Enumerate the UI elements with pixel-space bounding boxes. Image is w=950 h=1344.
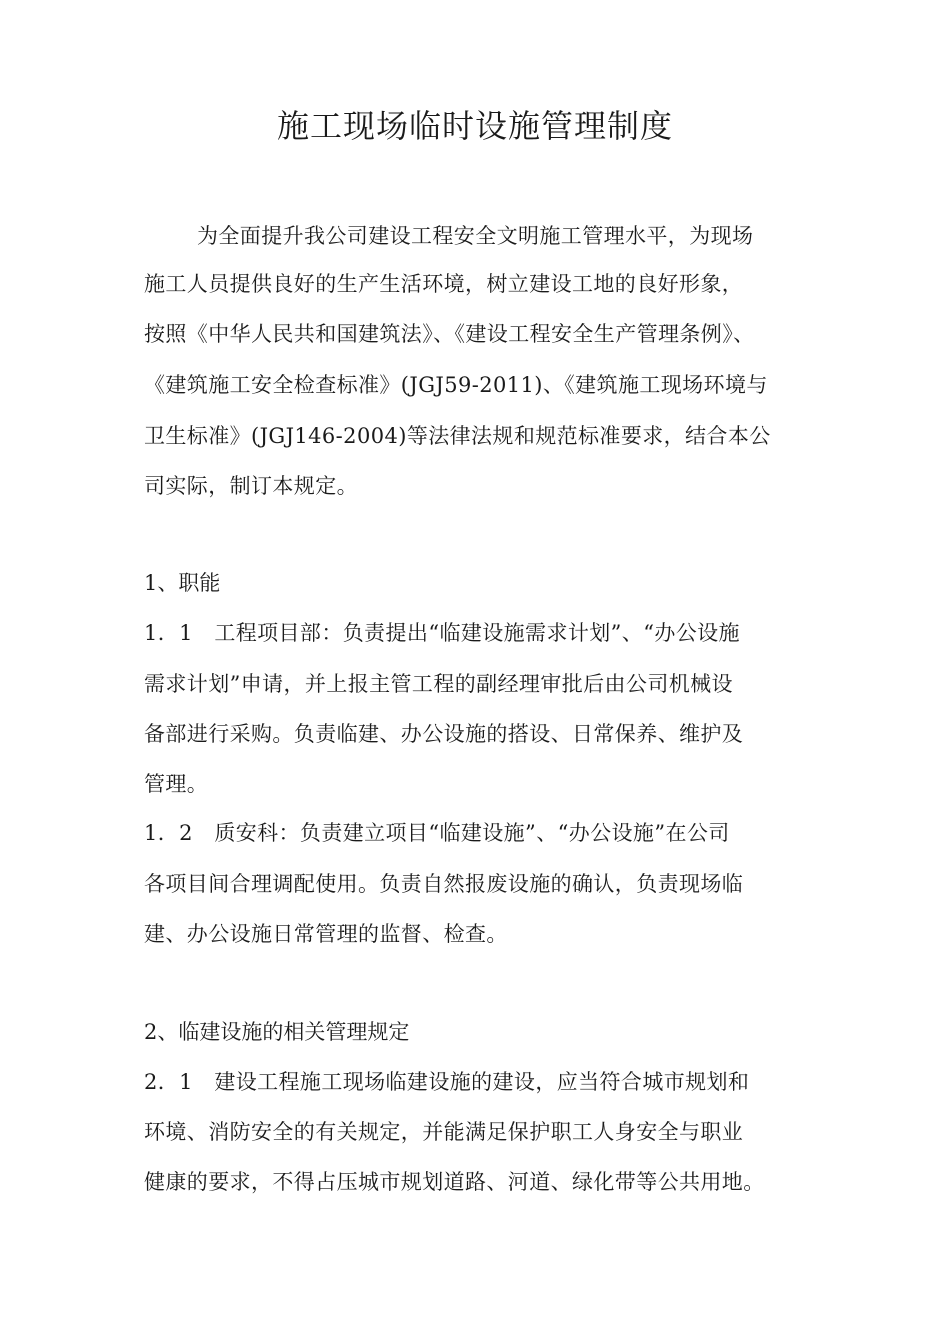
section-1-heading: 1、职能 [144, 571, 221, 595]
item-2-1-line-2: 环境、消防安全的有关规定，并能满足保护职工人身安全与职业 [144, 1120, 744, 1144]
document-title: 施工现场临时设施管理制度 [276, 107, 673, 145]
item-1-1-line-2: 需求计划”申请，并上报主管工程的副经理审批后由公司机械设 [144, 672, 733, 696]
item-1-1-line-3: 备部进行采购。负责临建、办公设施的搭设、日常保养、维护及 [144, 722, 744, 746]
intro-line-4: 《建筑施工安全检查标准》(JGJ59-2011)、《建筑施工现场环境与 [144, 373, 768, 397]
item-1-2-line-2: 各项目间合理调配使用。负责自然报废设施的确认，负责现场临 [144, 872, 744, 896]
intro-line-3: 按照《中华人民共和国建筑法》、《建设工程安全生产管理条例》、 [144, 322, 755, 346]
item-1-2-line-1: 1．2 质安科：负责建立项目“临建设施”、“办公设施”在公司 [144, 821, 730, 845]
item-1-1-line-4: 管理。 [144, 772, 209, 796]
item-2-1-line-3: 健康的要求，不得占压城市规划道路、河道、绿化带等公共用地。 [144, 1170, 765, 1194]
intro-line-6: 司实际，制订本规定。 [144, 474, 358, 498]
intro-line-2: 施工人员提供良好的生产生活环境，树立建设工地的良好形象， [144, 272, 744, 296]
intro-line-1: 为全面提升我公司建设工程安全文明施工管理水平，为现场 [197, 224, 754, 248]
intro-line-5: 卫生标准》(JGJ146-2004)等法律法规和规范标准要求，结合本公 [144, 424, 771, 448]
item-1-1-line-1: 1．1 工程项目部：负责提出“临建设施需求计划”、“办公设施 [144, 621, 740, 645]
section-2-heading: 2、临建设施的相关管理规定 [144, 1020, 410, 1044]
item-1-2-line-3: 建、办公设施日常管理的监督、检查。 [144, 922, 508, 946]
item-2-1-line-1: 2．1 建设工程施工现场临建设施的建设，应当符合城市规划和 [144, 1070, 750, 1094]
